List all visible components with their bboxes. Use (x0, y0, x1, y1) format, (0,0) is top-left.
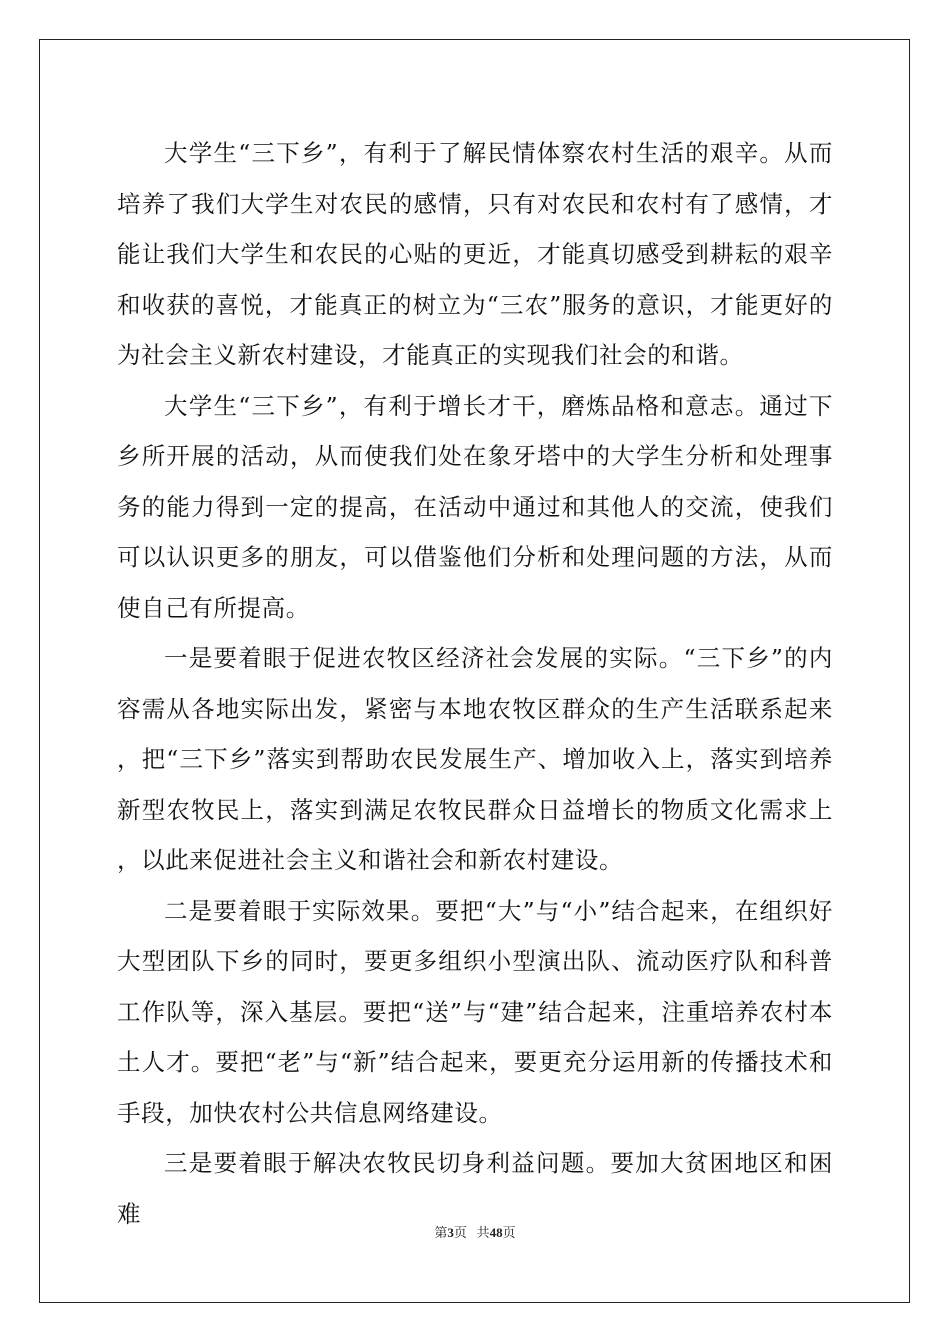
document-body (117, 128, 833, 1239)
page-number-prefix: 第 (434, 1225, 448, 1240)
page-total: 48 (489, 1225, 503, 1240)
page-total-suffix: 页 (502, 1225, 516, 1240)
paragraph: 三是要着眼于解决农牧民切身利益问题。要加大贫困地区和困难 (117, 1149, 833, 1228)
page-number-suffix: 页 (453, 1225, 467, 1240)
paragraph: 大学生“三下乡”，有利于增长才干，磨炼品格和意志。通过下乡所开展的活动，从而使我们处在象牙塔中的大学生分析和处理事务的能力得到一定的提高，在活动中通过和其他人的交流，使我们可以认识更多的朋友，可以借鉴他们分析和处理问题的方法，从而使自己有所提高。 (117, 391, 833, 622)
page-footer (0, 1222, 950, 1241)
paragraph: 一是要着眼于促进农牧区经济社会发展的实际。“三下乡”的内容需从各地实际出发，紧密与本地农牧区群众的生产生活联系起来，把“三下乡”落实到帮助农民发展生产、增加收入上，落实到培养新型农牧民上，落实到满足农牧民群众日益增长的物质文化需求上，以此来促进社会主义和谐社会和新农村建设。 (117, 644, 833, 874)
paragraph: 二是要着眼于实际效果。要把“大”与“小”结合起来，在组织好大型团队下乡的同时，要更多组织小型演出队、流动医疗队和科普工作队等，深入基层。要把“送”与“建”结合起来，注重培养农村本土人才。要把“老”与“新”结合起来，要更充分运用新的传播技术和手段，加快农村公共信息网络建设。 (117, 896, 833, 1127)
page-number-current: 3 (447, 1225, 454, 1240)
paragraph: 大学生“三下乡”，有利于了解民情体察农村生活的艰辛。从而培养了我们大学生对农民的感情，只有对农民和农村有了感情，才能让我们大学生和农民的心贴的更近，才能真切感受到耕耘的艰辛和收获的喜悦，才能真正的树立为“三农”服务的意识，才能更好的为社会主义新农村建设，才能真正的实现我们社会的和谐。 (117, 139, 833, 369)
page-total-prefix: 共 (476, 1225, 490, 1240)
